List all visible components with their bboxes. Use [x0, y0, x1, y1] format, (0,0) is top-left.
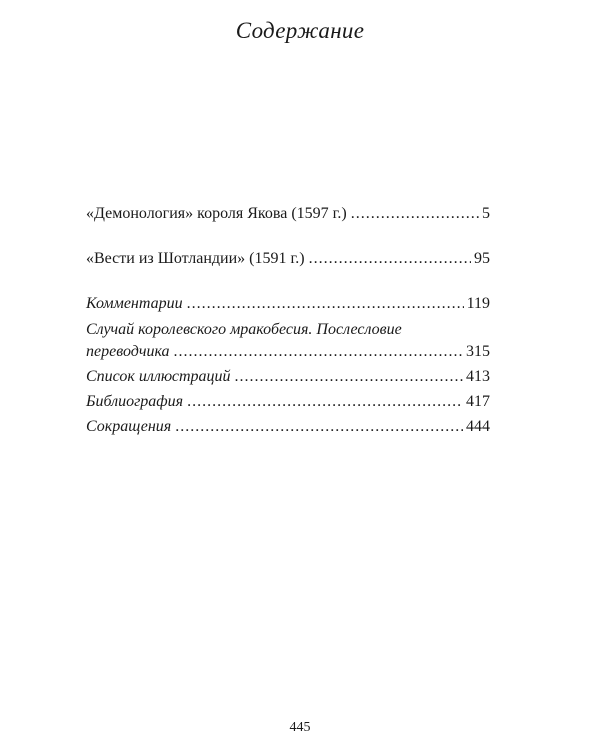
toc-entry-label: Сокращения — [86, 418, 172, 435]
toc-entry-label-line2: переводчика — [86, 343, 170, 360]
toc-entry-label: Комментарии — [86, 295, 183, 312]
toc-entry-page: 315 — [466, 343, 490, 360]
table-of-contents — [86, 203, 490, 438]
dot-leader — [351, 203, 479, 225]
toc-entry-page: 444 — [466, 418, 490, 435]
dot-leader — [175, 416, 463, 438]
dot-leader — [187, 391, 463, 413]
toc-entry-page: 413 — [466, 368, 490, 385]
toc-entry-abbreviations — [86, 416, 490, 438]
toc-entry-label: «Демонология» короля Якова (1597 г.) — [86, 205, 347, 222]
toc-entry-label: Библиография — [86, 393, 184, 410]
dot-leader — [235, 366, 463, 388]
dot-leader — [174, 341, 463, 363]
toc-entry-news-from-scotland — [86, 248, 490, 270]
dot-leader — [187, 293, 464, 315]
page-title: Содержание — [235, 18, 365, 43]
toc-entry-bibliography — [86, 391, 490, 413]
toc-entry-afterword — [86, 319, 490, 363]
toc-entry-demonology — [86, 203, 490, 225]
toc-entry-page: 119 — [466, 295, 490, 312]
toc-entry-label-line1: Случай королевского мракобесия. Послесловие — [86, 321, 402, 338]
toc-entry-page: 5 — [482, 205, 490, 222]
toc-entry-page: 95 — [474, 250, 490, 267]
toc-entry-label: «Вести из Шотландии» (1591 г.) — [86, 250, 305, 267]
page-number: 445 — [289, 720, 311, 735]
dot-leader — [309, 248, 471, 270]
toc-entry-illustrations — [86, 366, 490, 388]
toc-entry-commentary — [86, 293, 490, 315]
toc-entry-label: Список иллюстраций — [86, 368, 231, 385]
toc-entry-page: 417 — [466, 393, 490, 410]
